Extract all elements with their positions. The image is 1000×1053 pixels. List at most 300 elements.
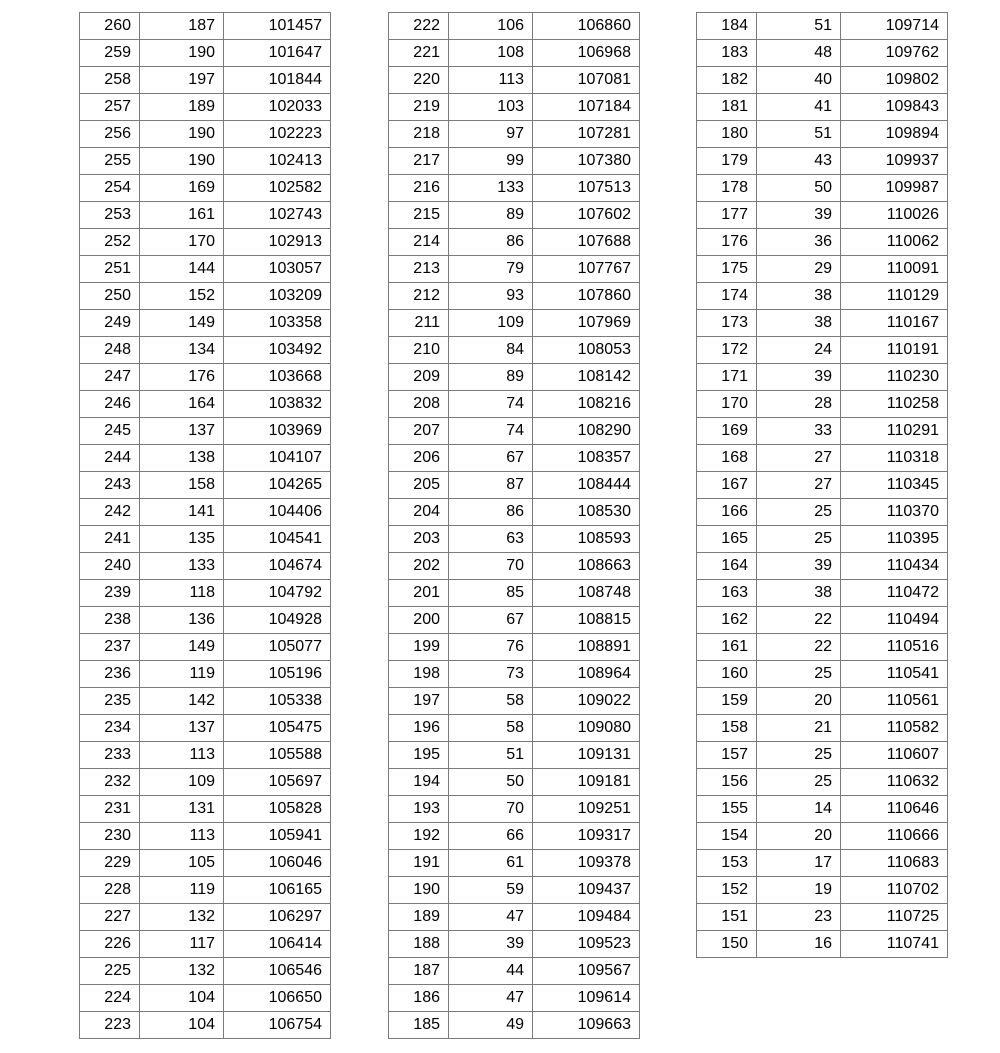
table-cell: 51 xyxy=(757,121,841,148)
table-cell: 165 xyxy=(697,526,757,553)
table-cell: 108142 xyxy=(533,364,640,391)
table-row xyxy=(80,499,331,526)
table-cell: 236 xyxy=(80,661,140,688)
table-cell: 133 xyxy=(449,175,533,202)
table-cell: 208 xyxy=(389,391,449,418)
table-cell: 110666 xyxy=(841,823,948,850)
table-cell: 250 xyxy=(80,283,140,310)
table-cell: 104265 xyxy=(224,472,331,499)
table-row xyxy=(697,607,948,634)
table-cell: 110258 xyxy=(841,391,948,418)
table-cell: 106414 xyxy=(224,931,331,958)
table-row xyxy=(80,418,331,445)
table-cell: 179 xyxy=(697,148,757,175)
table-cell: 197 xyxy=(140,67,224,94)
table-cell: 108815 xyxy=(533,607,640,634)
table-cell: 168 xyxy=(697,445,757,472)
table-cell: 133 xyxy=(140,553,224,580)
table-cell: 232 xyxy=(80,769,140,796)
table-cell: 39 xyxy=(757,553,841,580)
table-row xyxy=(389,769,640,796)
table-cell: 149 xyxy=(140,310,224,337)
table-row xyxy=(697,337,948,364)
table-cell: 242 xyxy=(80,499,140,526)
table-row xyxy=(389,40,640,67)
table-cell: 102913 xyxy=(224,229,331,256)
table-cell: 109523 xyxy=(533,931,640,958)
table-cell: 210 xyxy=(389,337,449,364)
table-cell: 110516 xyxy=(841,634,948,661)
table-cell: 255 xyxy=(80,148,140,175)
table-cell: 67 xyxy=(449,445,533,472)
table-cell: 103969 xyxy=(224,418,331,445)
table-row xyxy=(80,94,331,121)
table-cell: 175 xyxy=(697,256,757,283)
table-cell: 226 xyxy=(80,931,140,958)
table-cell: 87 xyxy=(449,472,533,499)
table-cell: 110472 xyxy=(841,580,948,607)
table-cell: 169 xyxy=(697,418,757,445)
table-cell: 109987 xyxy=(841,175,948,202)
table-cell: 190 xyxy=(389,877,449,904)
table-cell: 105077 xyxy=(224,634,331,661)
table-cell: 106 xyxy=(449,13,533,40)
table-cell: 58 xyxy=(449,715,533,742)
table-cell: 110345 xyxy=(841,472,948,499)
table-cell: 108 xyxy=(449,40,533,67)
table-cell: 152 xyxy=(697,877,757,904)
table-cell: 212 xyxy=(389,283,449,310)
table-cell: 252 xyxy=(80,229,140,256)
table-row xyxy=(80,958,331,985)
table-cell: 22 xyxy=(757,634,841,661)
table-row xyxy=(80,229,331,256)
table-cell: 106546 xyxy=(224,958,331,985)
table-cell: 117 xyxy=(140,931,224,958)
table-cell: 85 xyxy=(449,580,533,607)
table-cell: 108290 xyxy=(533,418,640,445)
table-row xyxy=(389,445,640,472)
table-row xyxy=(389,94,640,121)
table-cell: 104674 xyxy=(224,553,331,580)
table-cell: 107767 xyxy=(533,256,640,283)
table-cell: 109 xyxy=(449,310,533,337)
table-cell: 228 xyxy=(80,877,140,904)
table-cell: 173 xyxy=(697,310,757,337)
table-cell: 225 xyxy=(80,958,140,985)
table-cell: 194 xyxy=(389,769,449,796)
table-cell: 152 xyxy=(140,283,224,310)
table-row xyxy=(389,850,640,877)
table-cell: 102413 xyxy=(224,148,331,175)
table-cell: 110167 xyxy=(841,310,948,337)
table-cell: 104792 xyxy=(224,580,331,607)
table-row xyxy=(697,121,948,148)
table-cell: 176 xyxy=(140,364,224,391)
table-cell: 110632 xyxy=(841,769,948,796)
table-row xyxy=(389,67,640,94)
table-row xyxy=(697,877,948,904)
table-cell: 105828 xyxy=(224,796,331,823)
table-row xyxy=(80,823,331,850)
table-cell: 104 xyxy=(140,1012,224,1039)
table-cell: 110646 xyxy=(841,796,948,823)
table-cell: 110318 xyxy=(841,445,948,472)
table-cell: 103668 xyxy=(224,364,331,391)
table-cell: 166 xyxy=(697,499,757,526)
table-cell: 106968 xyxy=(533,40,640,67)
table-cell: 63 xyxy=(449,526,533,553)
table-row xyxy=(697,661,948,688)
table-cell: 109131 xyxy=(533,742,640,769)
table-cell: 104406 xyxy=(224,499,331,526)
table-row xyxy=(80,580,331,607)
table-cell: 187 xyxy=(389,958,449,985)
table-cell: 186 xyxy=(389,985,449,1012)
table-row xyxy=(697,580,948,607)
table-cell: 108748 xyxy=(533,580,640,607)
table-cell: 89 xyxy=(449,364,533,391)
table-cell: 76 xyxy=(449,634,533,661)
table-row xyxy=(389,931,640,958)
table-row xyxy=(697,688,948,715)
table-cell: 110091 xyxy=(841,256,948,283)
table-cell: 176 xyxy=(697,229,757,256)
table-cell: 119 xyxy=(140,877,224,904)
table-row xyxy=(389,958,640,985)
table-row xyxy=(389,391,640,418)
table-cell: 106860 xyxy=(533,13,640,40)
data-table-3 xyxy=(696,12,948,958)
table-cell: 107513 xyxy=(533,175,640,202)
table-cell: 103832 xyxy=(224,391,331,418)
table-cell: 106650 xyxy=(224,985,331,1012)
table-cell: 103 xyxy=(449,94,533,121)
table-row xyxy=(389,985,640,1012)
table-cell: 153 xyxy=(697,850,757,877)
table-cell: 14 xyxy=(757,796,841,823)
table-cell: 184 xyxy=(697,13,757,40)
table-row xyxy=(697,418,948,445)
table-cell: 214 xyxy=(389,229,449,256)
table-cell: 190 xyxy=(140,148,224,175)
table-cell: 44 xyxy=(449,958,533,985)
table-row xyxy=(389,553,640,580)
table-cell: 36 xyxy=(757,229,841,256)
table-cell: 104541 xyxy=(224,526,331,553)
table-cell: 238 xyxy=(80,607,140,634)
table-cell: 107281 xyxy=(533,121,640,148)
table-cell: 198 xyxy=(389,661,449,688)
table-cell: 132 xyxy=(140,958,224,985)
table-cell: 113 xyxy=(449,67,533,94)
table-cell: 171 xyxy=(697,364,757,391)
table-cell: 215 xyxy=(389,202,449,229)
table-cell: 109378 xyxy=(533,850,640,877)
table-row xyxy=(80,769,331,796)
table-cell: 196 xyxy=(389,715,449,742)
table-row xyxy=(80,877,331,904)
table-cell: 107602 xyxy=(533,202,640,229)
table-cell: 104107 xyxy=(224,445,331,472)
table-cell: 245 xyxy=(80,418,140,445)
table-cell: 183 xyxy=(697,40,757,67)
table-row xyxy=(389,13,640,40)
table-cell: 246 xyxy=(80,391,140,418)
table-row xyxy=(80,175,331,202)
table-cell: 109802 xyxy=(841,67,948,94)
table-cell: 110541 xyxy=(841,661,948,688)
table-row xyxy=(697,634,948,661)
table-cell: 20 xyxy=(757,688,841,715)
table-cell: 25 xyxy=(757,499,841,526)
table-cell: 109937 xyxy=(841,148,948,175)
table-cell: 109663 xyxy=(533,1012,640,1039)
table-cell: 204 xyxy=(389,499,449,526)
table-row xyxy=(697,904,948,931)
table-row xyxy=(697,823,948,850)
table-cell: 110230 xyxy=(841,364,948,391)
table-cell: 101844 xyxy=(224,67,331,94)
table-cell: 109317 xyxy=(533,823,640,850)
table-cell: 66 xyxy=(449,823,533,850)
table-row xyxy=(389,526,640,553)
table-row xyxy=(697,283,948,310)
table-cell: 86 xyxy=(449,499,533,526)
table-row xyxy=(80,688,331,715)
table-cell: 218 xyxy=(389,121,449,148)
table-row xyxy=(80,634,331,661)
table-cell: 199 xyxy=(389,634,449,661)
table-row xyxy=(697,40,948,67)
table-cell: 109894 xyxy=(841,121,948,148)
table-cell: 74 xyxy=(449,418,533,445)
table-row xyxy=(80,364,331,391)
table-cell: 161 xyxy=(140,202,224,229)
table-row xyxy=(697,472,948,499)
table-cell: 105588 xyxy=(224,742,331,769)
table-cell: 108593 xyxy=(533,526,640,553)
table-row xyxy=(697,715,948,742)
table-cell: 89 xyxy=(449,202,533,229)
table-row xyxy=(389,472,640,499)
table-cell: 93 xyxy=(449,283,533,310)
table-cell: 108053 xyxy=(533,337,640,364)
table-cell: 109437 xyxy=(533,877,640,904)
table-cell: 141 xyxy=(140,499,224,526)
table-cell: 108530 xyxy=(533,499,640,526)
table-cell: 20 xyxy=(757,823,841,850)
table-row xyxy=(80,985,331,1012)
table-cell: 206 xyxy=(389,445,449,472)
table-cell: 38 xyxy=(757,283,841,310)
table-cell: 244 xyxy=(80,445,140,472)
table-cell: 67 xyxy=(449,607,533,634)
table-cell: 178 xyxy=(697,175,757,202)
table-row xyxy=(389,580,640,607)
table-cell: 192 xyxy=(389,823,449,850)
table-cell: 137 xyxy=(140,715,224,742)
table-row xyxy=(389,229,640,256)
table-row xyxy=(389,1012,640,1039)
table-cell: 27 xyxy=(757,472,841,499)
table-cell: 110683 xyxy=(841,850,948,877)
table-cell: 38 xyxy=(757,310,841,337)
table-cell: 235 xyxy=(80,688,140,715)
table-row xyxy=(697,931,948,958)
table-cell: 101457 xyxy=(224,13,331,40)
table-cell: 33 xyxy=(757,418,841,445)
table-cell: 181 xyxy=(697,94,757,121)
table-cell: 150 xyxy=(697,931,757,958)
table-cell: 205 xyxy=(389,472,449,499)
table-row xyxy=(80,850,331,877)
table-cell: 113 xyxy=(140,742,224,769)
table-cell: 135 xyxy=(140,526,224,553)
table-cell: 207 xyxy=(389,418,449,445)
table-row xyxy=(80,715,331,742)
table-cell: 103209 xyxy=(224,283,331,310)
table-cell: 110370 xyxy=(841,499,948,526)
table-row xyxy=(697,499,948,526)
table-cell: 109251 xyxy=(533,796,640,823)
table-cell: 104 xyxy=(140,985,224,1012)
table-cell: 203 xyxy=(389,526,449,553)
table-row xyxy=(697,445,948,472)
table-cell: 19 xyxy=(757,877,841,904)
table-row xyxy=(697,202,948,229)
table-cell: 110582 xyxy=(841,715,948,742)
table-row xyxy=(389,337,640,364)
table-row xyxy=(80,202,331,229)
table-cell: 107380 xyxy=(533,148,640,175)
table-cell: 109 xyxy=(140,769,224,796)
table-cell: 110191 xyxy=(841,337,948,364)
table-cell: 169 xyxy=(140,175,224,202)
table-cell: 70 xyxy=(449,796,533,823)
table-row xyxy=(389,796,640,823)
table-row xyxy=(697,175,948,202)
table-row xyxy=(80,553,331,580)
table-cell: 221 xyxy=(389,40,449,67)
table-cell: 259 xyxy=(80,40,140,67)
table-cell: 156 xyxy=(697,769,757,796)
table-row xyxy=(697,364,948,391)
table-cell: 49 xyxy=(449,1012,533,1039)
table-cell: 172 xyxy=(697,337,757,364)
table-cell: 155 xyxy=(697,796,757,823)
table-cell: 247 xyxy=(80,364,140,391)
table-cell: 39 xyxy=(449,931,533,958)
table-cell: 107969 xyxy=(533,310,640,337)
table-cell: 170 xyxy=(697,391,757,418)
table-cell: 109567 xyxy=(533,958,640,985)
table-cell: 108891 xyxy=(533,634,640,661)
table-cell: 164 xyxy=(697,553,757,580)
table-row xyxy=(697,67,948,94)
table-cell: 182 xyxy=(697,67,757,94)
table-row xyxy=(80,1012,331,1039)
table-cell: 108444 xyxy=(533,472,640,499)
table-cell: 70 xyxy=(449,553,533,580)
table-cell: 51 xyxy=(757,13,841,40)
table-cell: 164 xyxy=(140,391,224,418)
table-cell: 109022 xyxy=(533,688,640,715)
table-cell: 51 xyxy=(449,742,533,769)
table-cell: 188 xyxy=(389,931,449,958)
table-cell: 109181 xyxy=(533,769,640,796)
table-row xyxy=(389,688,640,715)
table-cell: 160 xyxy=(697,661,757,688)
table-cell: 110702 xyxy=(841,877,948,904)
table-cell: 105697 xyxy=(224,769,331,796)
table-row xyxy=(80,256,331,283)
table-row xyxy=(80,40,331,67)
table-cell: 28 xyxy=(757,391,841,418)
table-cell: 193 xyxy=(389,796,449,823)
table-cell: 217 xyxy=(389,148,449,175)
table-cell: 142 xyxy=(140,688,224,715)
table-cell: 102743 xyxy=(224,202,331,229)
table-cell: 105338 xyxy=(224,688,331,715)
table-cell: 109614 xyxy=(533,985,640,1012)
table-cell: 149 xyxy=(140,634,224,661)
table-cell: 224 xyxy=(80,985,140,1012)
table-cell: 43 xyxy=(757,148,841,175)
table-cell: 107081 xyxy=(533,67,640,94)
table-cell: 154 xyxy=(697,823,757,850)
table-cell: 106046 xyxy=(224,850,331,877)
table-row xyxy=(389,202,640,229)
table-cell: 220 xyxy=(389,67,449,94)
table-cell: 134 xyxy=(140,337,224,364)
table-row xyxy=(697,13,948,40)
table-cell: 209 xyxy=(389,364,449,391)
table-cell: 187 xyxy=(140,13,224,40)
table-row xyxy=(80,526,331,553)
table-cell: 59 xyxy=(449,877,533,904)
table-cell: 40 xyxy=(757,67,841,94)
table-cell: 47 xyxy=(449,985,533,1012)
table-cell: 109080 xyxy=(533,715,640,742)
table-cell: 256 xyxy=(80,121,140,148)
table-row xyxy=(389,499,640,526)
table-cell: 110291 xyxy=(841,418,948,445)
table-cell: 109484 xyxy=(533,904,640,931)
table-cell: 86 xyxy=(449,229,533,256)
table-cell: 211 xyxy=(389,310,449,337)
table-row xyxy=(697,229,948,256)
table-cell: 177 xyxy=(697,202,757,229)
table-row xyxy=(389,148,640,175)
table-row xyxy=(697,769,948,796)
table-row xyxy=(389,715,640,742)
table-row xyxy=(80,67,331,94)
table-row xyxy=(80,445,331,472)
table-row xyxy=(389,364,640,391)
table-row xyxy=(389,823,640,850)
table-cell: 223 xyxy=(80,1012,140,1039)
table-cell: 61 xyxy=(449,850,533,877)
table-cell: 243 xyxy=(80,472,140,499)
table-cell: 108357 xyxy=(533,445,640,472)
table-cell: 131 xyxy=(140,796,224,823)
table-cell: 101647 xyxy=(224,40,331,67)
table-cell: 197 xyxy=(389,688,449,715)
table-cell: 241 xyxy=(80,526,140,553)
table-cell: 189 xyxy=(140,94,224,121)
table-cell: 105196 xyxy=(224,661,331,688)
